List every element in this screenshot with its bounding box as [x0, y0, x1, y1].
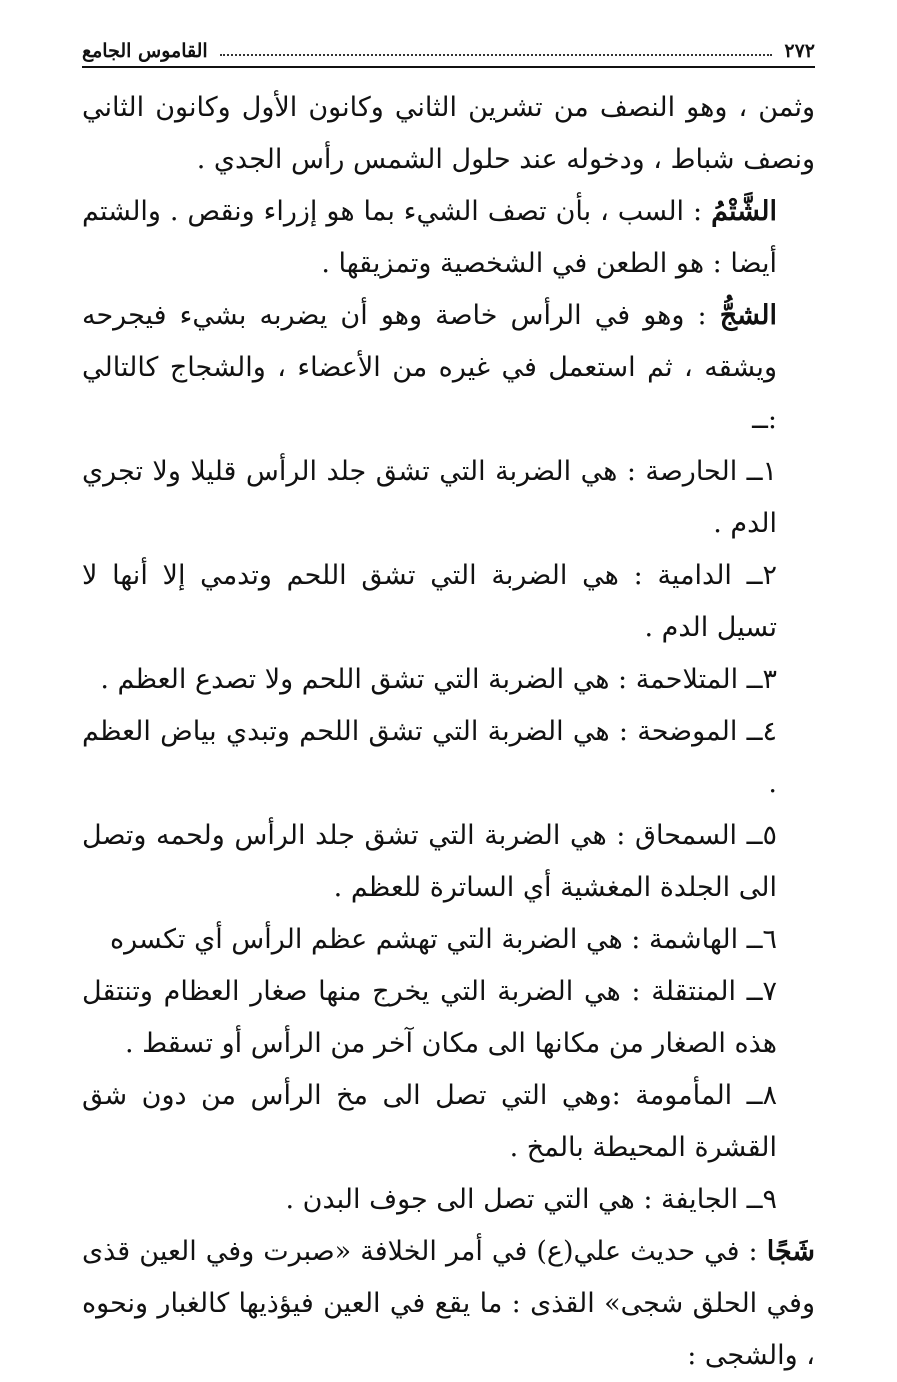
page-number: ٢٧٢ [784, 40, 815, 62]
list-item-text: ٨ــ المأمومة :وهي التي تصل الى مخ الرأس من دون شق القشرة المحيطة بالمخ . [82, 1080, 777, 1163]
header-dotted-leader [220, 53, 773, 56]
entry-shaja [82, 1226, 815, 1382]
list-item-text: ٣ــ المتلاحمة : هي الضربة التي تشق اللحم ولا تصدع العظم . [100, 664, 777, 695]
running-title: القاموس الجامع [82, 40, 208, 62]
list-item-text: ١ــ الحارصة : هي الضربة التي تشق جلد الرأس قليلا ولا تجري الدم . [82, 456, 777, 539]
entry-term: شَجًا [766, 1236, 815, 1267]
list-item [82, 966, 815, 1070]
list-item [82, 654, 815, 706]
list-item [82, 1174, 815, 1226]
paragraph [82, 82, 815, 186]
entry-shatm [82, 186, 815, 290]
list-item-text: ٧ــ المنتقلة : هي الضربة التي يخرج منها صغار العظام وتنتقل هذه الصغار من مكانها الى مكان آخر من الرأس أو تسقط . [82, 976, 777, 1059]
list-item-text: ٢ــ الدامية : هي الضربة التي تشق اللحم وتدمي إلا أنها لا تسيل الدم . [82, 560, 777, 643]
list-item [82, 706, 815, 810]
paragraph-text: وثمن ، وهو النصف من تشرين الثاني وكانون الأول وكانون الثاني ونصف شباط ، ودخوله عند حلول الشمس رأس الجدي . [82, 92, 815, 175]
list-item [82, 810, 815, 914]
entry-shajj [82, 290, 815, 446]
running-header [82, 30, 815, 68]
entry-term: الشَّتْمُ [711, 196, 777, 227]
list-item [82, 1070, 815, 1174]
entry-definition: : السب ، بأن تصف الشيء بما هو إزراء ونقص . والشتم أيضا : هو الطعن في الشخصية وتمزيقها . [82, 196, 777, 279]
page-body [82, 82, 815, 1382]
list-item [82, 550, 815, 654]
list-item-text: ٥ــ السمحاق : هي الضربة التي تشق جلد الرأس ولحمه وتصل الى الجلدة المغشية أي الساترة للعظم . [82, 820, 777, 903]
list-item-text: ٩ــ الجايفة : هي التي تصل الى جوف البدن . [285, 1184, 777, 1215]
list-item-text: ٤ــ الموضحة : هي الضربة التي تشق اللحم وتبدي بياض العظم . [82, 716, 777, 799]
list-item [82, 446, 815, 550]
list-item-text: ٦ــ الهاشمة : هي الضربة التي تهشم عظم الرأس أي تكسره [109, 924, 777, 955]
entry-definition: : وهو في الرأس خاصة وهو أن يضربه بشيء فيجرحه ويشقه ، ثم استعمل في غيره من الأعضاء ، والشجاج كالتالي :ــ [82, 300, 777, 435]
entry-definition: : في حديث علي(ع) في أمر الخلافة «صبرت وفي العين قذى وفي الحلق شجى» القذى : ما يقع في العين فيؤذيها كالغبار ونحوه ، والشجى : [82, 1236, 815, 1371]
entry-term: الشجُّ [719, 300, 777, 331]
list-item [82, 914, 815, 966]
